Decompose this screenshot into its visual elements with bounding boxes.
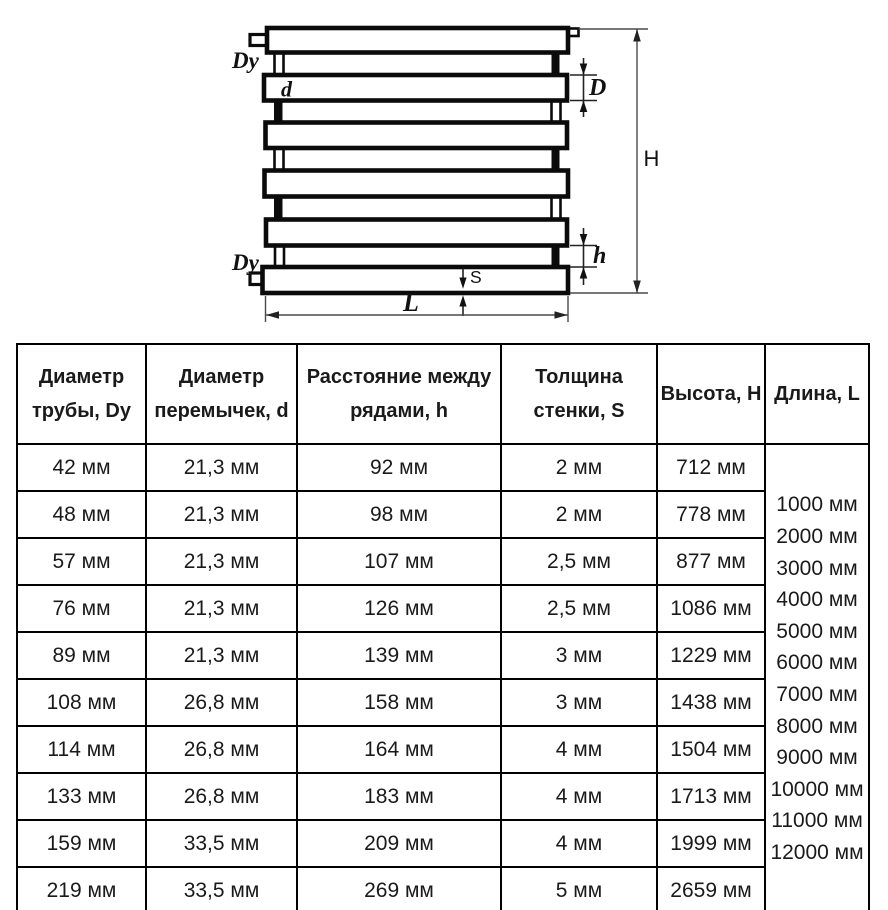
length-item: 4000 мм	[776, 588, 858, 612]
cell-height: 877 мм	[657, 538, 765, 585]
cell-d: 26,8 мм	[146, 773, 297, 820]
header-jumper-diameter: Диаметр перемычек, d	[146, 344, 297, 444]
cell-height: 1504 мм	[657, 726, 765, 773]
table-row	[17, 820, 869, 867]
length-item: 1000 мм	[776, 493, 858, 517]
header-row	[17, 344, 869, 444]
table-row	[17, 773, 869, 820]
cell-h: 126 мм	[297, 585, 501, 632]
cell-d: 21,3 мм	[146, 538, 297, 585]
label-L: L	[403, 288, 419, 317]
cell-s: 4 мм	[501, 820, 657, 867]
cell-h: 107 мм	[297, 538, 501, 585]
cell-height: 2659 мм	[657, 867, 765, 910]
cell-dy: 133 мм	[17, 773, 146, 820]
length-item: 3000 мм	[776, 556, 858, 580]
tube-row-3	[266, 123, 568, 149]
header-wall-thickness: Толщина стенки, S	[501, 344, 657, 444]
cell-height: 712 мм	[657, 444, 765, 491]
cell-dy: 48 мм	[17, 491, 146, 538]
cell-h: 98 мм	[297, 491, 501, 538]
label-d: d	[281, 76, 292, 102]
length-item: 7000 мм	[776, 683, 858, 706]
length-item: 6000 мм	[776, 651, 858, 675]
cell-s: 3 мм	[501, 632, 657, 679]
cell-h: 269 мм	[297, 867, 501, 910]
cell-height: 778 мм	[657, 491, 765, 538]
cell-h: 209 мм	[297, 820, 501, 867]
cell-dy: 57 мм	[17, 538, 146, 585]
cell-d: 21,3 мм	[146, 585, 297, 632]
length-item: 5000 мм	[776, 619, 858, 643]
spec-table	[16, 343, 870, 910]
cell-d: 33,5 мм	[146, 820, 297, 867]
cell-dy: 89 мм	[17, 632, 146, 679]
cell-height: 1438 мм	[657, 679, 765, 726]
table-row	[17, 679, 869, 726]
cell-dy: 114 мм	[17, 726, 146, 773]
cell-d: 21,3 мм	[146, 444, 297, 491]
tube-row-1	[267, 28, 568, 53]
cell-s: 5 мм	[501, 867, 657, 910]
label-h: h	[593, 243, 607, 269]
table-row	[17, 585, 869, 632]
table-row	[17, 538, 869, 585]
label-Dy-bottom: Dy	[232, 250, 259, 275]
table-row	[17, 632, 869, 679]
length-item: 9000 мм	[776, 746, 858, 770]
cell-h: 139 мм	[297, 632, 501, 679]
header-pipe-diameter: Диаметр трубы, Dy	[17, 344, 146, 444]
label-D: D	[589, 75, 607, 101]
tube-row-2	[264, 75, 567, 101]
header-row-spacing: Расстояние между рядами, h	[297, 344, 501, 444]
table-row	[17, 491, 869, 538]
table-row	[17, 444, 869, 491]
cell-dy: 42 мм	[17, 444, 146, 491]
cell-s: 2 мм	[501, 491, 657, 538]
cell-dy: 159 мм	[17, 820, 146, 867]
table-row	[17, 867, 869, 910]
cell-dy: 76 мм	[17, 585, 146, 632]
length-list	[766, 445, 868, 910]
length-item: 12000 мм	[770, 840, 864, 864]
tube-rows	[263, 28, 569, 293]
cell-s: 4 мм	[501, 726, 657, 773]
cell-dy: 108 мм	[17, 679, 146, 726]
cell-height: 1086 мм	[657, 585, 765, 632]
label-H: H	[643, 146, 660, 171]
cell-d: 26,8 мм	[146, 726, 297, 773]
cell-h: 183 мм	[297, 773, 501, 820]
tube-row-4	[265, 171, 569, 197]
table-row	[17, 726, 869, 773]
cell-d: 21,3 мм	[146, 632, 297, 679]
header-length: Длина, L	[765, 344, 869, 444]
label-S: S	[470, 267, 482, 287]
length-item: 10000 мм	[770, 777, 864, 801]
cell-d: 21,3 мм	[146, 491, 297, 538]
label-Dy-top: Dy	[232, 48, 259, 73]
cell-s: 3 мм	[501, 679, 657, 726]
cell-height: 1999 мм	[657, 820, 765, 867]
register-drawing	[0, 0, 888, 345]
tube-row-5	[266, 220, 567, 246]
length-item: 8000 мм	[776, 714, 858, 738]
length-item: 2000 мм	[776, 525, 858, 549]
register-diagram	[0, 0, 888, 345]
cell-s: 2,5 мм	[501, 538, 657, 585]
cell-dy: 219 мм	[17, 867, 146, 910]
cell-height: 1229 мм	[657, 632, 765, 679]
cell-s: 4 мм	[501, 773, 657, 820]
cell-d: 26,8 мм	[146, 679, 297, 726]
cell-h: 92 мм	[297, 444, 501, 491]
cell-s: 2 мм	[501, 444, 657, 491]
cell-h: 164 мм	[297, 726, 501, 773]
cell-height: 1713 мм	[657, 773, 765, 820]
cell-lengths	[765, 444, 869, 910]
header-height: Высота, H	[657, 344, 765, 444]
length-item: 11000 мм	[771, 809, 863, 833]
cell-d: 33,5 мм	[146, 867, 297, 910]
cell-h: 158 мм	[297, 679, 501, 726]
cell-s: 2,5 мм	[501, 585, 657, 632]
